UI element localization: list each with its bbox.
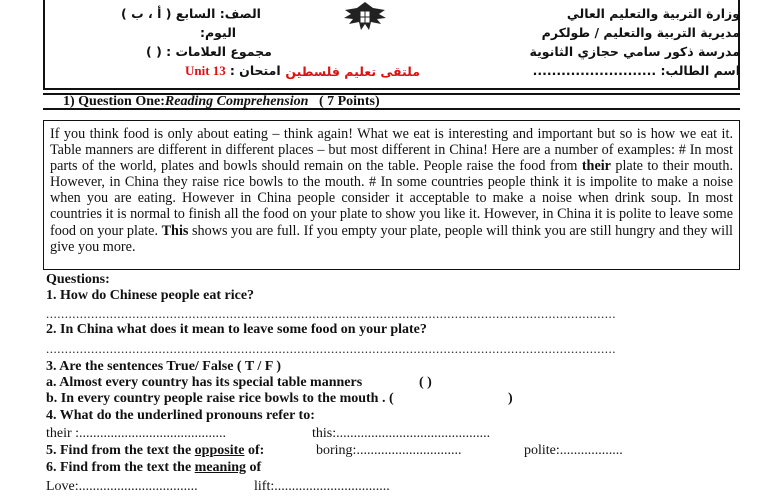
answer-box-3b-close[interactable]: ) [508,391,513,406]
section-title: Question One: [78,94,165,109]
question-6 [46,460,261,476]
question-5-word: opposite [194,443,245,458]
pronoun-this: This [161,222,189,239]
question-1: 1. How do Chinese people eat rice? [46,288,255,303]
reading-passage [43,120,740,270]
question-6-word: meaning [194,460,247,475]
section-subtitle: Reading Comprehension [164,94,309,109]
forum-name: ملتقى تعليم فلسطين [285,64,420,79]
answer-love[interactable]: Love:.................................. [46,479,198,494]
answer-their[interactable]: their :.......................................... [46,426,227,441]
answer-line-1[interactable]: ........................................................................................................................................................ [46,306,616,321]
day-label: اليوم: [200,25,237,40]
question-6-suffix: of [246,460,262,475]
question-3: 3. Are the sentences True/ False ( T / F ) [46,359,281,374]
section-points: ( 7 Points) [318,94,380,109]
question-2: 2. In China what does it mean to leave some food on your plate? [46,322,427,337]
question-4: 4. What do the underlined pronouns refer to: [46,408,315,423]
grade-label: الصف: السابع ( أ ، ب ) [121,6,261,21]
passage-part-1: If you think food is only about eating – think again! What we eat is interesting and important but so is how we eat it. Table manners are different in different places – but most different in China! Here are a number of examples: # In most parts of the world, plates and bowls should remain on the table. People raise the food from [50,126,733,175]
answer-this[interactable]: this:............................................ [312,426,491,441]
exam-title [185,62,281,80]
question-3a: a. Almost every country has its special table manners [46,375,363,390]
passage-part-3: shows you are full. If you empty your plate, people will think you are still hungry and they will give you more. [50,222,733,255]
question-5 [46,443,264,459]
section-number: 1) [63,94,75,109]
answer-line-2[interactable]: ........................................................................................................................................................ [46,341,616,356]
directorate-name: مديرية التربية والتعليم / طولكرم [541,25,740,40]
question-5-suffix: of: [244,443,265,458]
answer-boring[interactable]: boring:.............................. [316,443,462,458]
answer-polite[interactable]: polite:.................. [524,443,623,458]
passage-part-2: plate to their mouth. However, in China they raise rice bowls to the mouth. # In some countries people think it is impolite to make a noise when you are eating. However in China people consider it acceptable to make a noise when drink soup. In most countries it is normal to finish all the food on your plate to show you like it. However, in China it is polite to leave some food on your plate. [50,158,733,239]
palestine-eagle-emblem [343,0,387,34]
ministry-name: وزارة التربية والتعليم العالي [566,6,740,21]
total-marks-label: مجموع العلامات : ( ) [146,44,272,59]
exam-label: امتحان : [229,63,281,78]
answer-lift[interactable]: lift:................................. [254,479,390,494]
question-6-prefix: 6. Find from the text the [46,460,195,475]
answer-box-3a[interactable]: ( ) [419,375,432,390]
section-heading-bar [43,93,740,110]
question-5-prefix: 5. Find from the text the [46,443,195,458]
school-name: مدرسة ذكور سامي حجازي الثانوية [529,44,740,59]
student-name-field: اسم الطالب: .......................... [532,63,740,78]
question-3b: b. In every country people raise rice bowls to the mouth . ( [46,391,394,406]
pronoun-their: their [581,158,611,175]
unit-label: Unit 13 [185,63,226,78]
questions-heading: Questions: [46,272,110,287]
